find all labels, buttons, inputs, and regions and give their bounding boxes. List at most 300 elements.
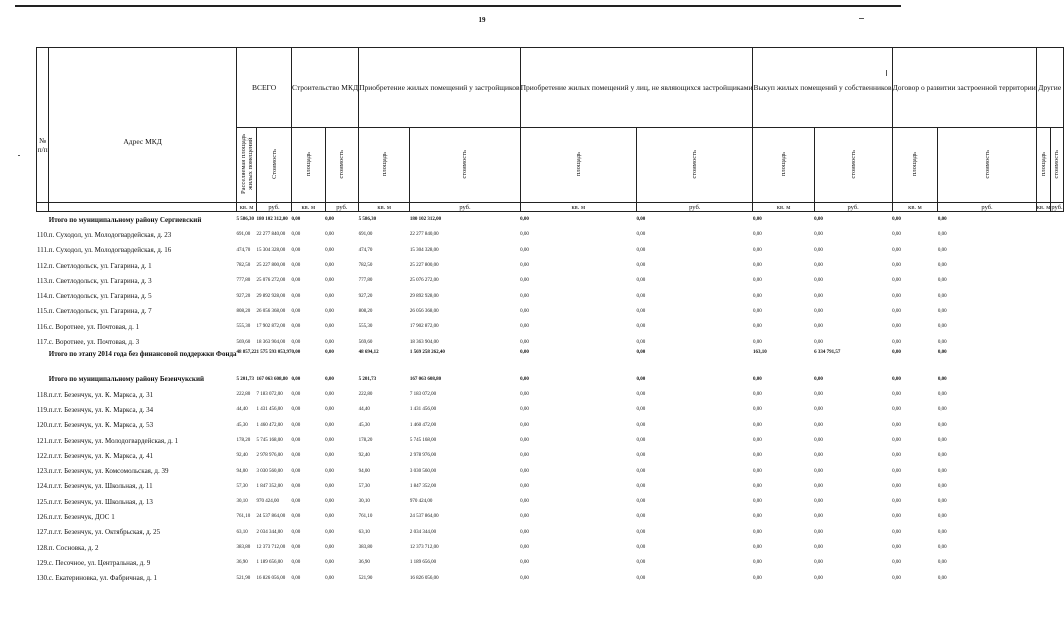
value-cell: 555,30 xyxy=(358,324,373,330)
value-cell: 0,00 xyxy=(325,529,334,535)
value-cell: 0,00 xyxy=(520,514,529,520)
value-cell: 0,00 xyxy=(937,339,947,345)
value-cell: 1 847 352,00 xyxy=(256,483,283,489)
value-cell: 0,00 xyxy=(892,483,901,489)
value-cell: 0,00 xyxy=(325,407,334,413)
value-cell: 0,00 xyxy=(325,278,334,284)
table-row xyxy=(37,304,1064,319)
value-cell-empty xyxy=(1051,273,1063,288)
row-number: 118. xyxy=(36,390,49,399)
value-cell: 2 978 976,00 xyxy=(256,453,283,459)
unit-cell: руб. xyxy=(814,203,892,212)
value-cell-empty xyxy=(1036,334,1051,349)
value-cell: 2 034 344,00 xyxy=(256,529,283,535)
col-header-address: Адрес МКД xyxy=(49,48,237,203)
value-cell: 0,00 xyxy=(636,545,646,551)
col-header-cost: стоимость xyxy=(325,128,359,203)
value-cell-empty xyxy=(1051,334,1063,349)
value-cell: 167 063 608,80 xyxy=(256,376,288,382)
value-cell: 0,00 xyxy=(752,308,762,314)
value-cell: 0,00 xyxy=(937,514,947,520)
col-header-area: площадь xyxy=(1036,128,1051,203)
row-number: 128. xyxy=(36,543,49,552)
row-address: п.г.т. Безенчук, ул. К. Маркса, д. 53 xyxy=(48,421,154,430)
value-cell: 12 373 712,00 xyxy=(409,545,439,551)
value-cell: 22 277 840,00 xyxy=(256,232,286,238)
col-group-buyout: Выкуп жилых помещений у собственников xyxy=(753,48,892,128)
value-cell: 0,00 xyxy=(814,407,823,413)
value-cell: 180 102 312,00 xyxy=(256,217,288,223)
row-number: 116. xyxy=(36,322,49,331)
value-cell: 18 363 904,00 xyxy=(409,339,439,345)
value-cell: 474,70 xyxy=(236,247,251,253)
value-cell: 0,00 xyxy=(520,349,529,355)
value-cell-empty xyxy=(1051,227,1063,242)
row-number xyxy=(37,372,49,387)
value-cell: 0,00 xyxy=(291,339,301,345)
value-cell: 0,00 xyxy=(814,438,823,443)
value-cell: 0,00 xyxy=(937,376,947,382)
value-cell: 1 189 656,00 xyxy=(409,560,437,566)
value-cell: 0,00 xyxy=(520,293,529,299)
value-cell: 5 586,30 xyxy=(236,217,255,223)
value-cell-empty xyxy=(1051,433,1063,448)
value-cell: 0,00 xyxy=(325,392,334,398)
value-cell: 0,00 xyxy=(937,468,947,474)
value-cell: 0,00 xyxy=(636,349,646,355)
value-cell: 0,00 xyxy=(814,293,823,299)
value-cell-empty xyxy=(1036,212,1051,228)
value-cell: 0,00 xyxy=(892,339,901,345)
value-cell: 0,00 xyxy=(325,453,334,459)
value-cell: 0,00 xyxy=(636,575,646,581)
value-cell: 0,00 xyxy=(325,438,334,443)
row-number: 111. xyxy=(37,246,49,255)
value-cell: 1 189 656,00 xyxy=(256,560,283,566)
col-group-other: Другие xyxy=(1036,48,1063,128)
value-cell: 0,00 xyxy=(814,468,823,474)
row-number: 127. xyxy=(36,528,49,537)
value-cell: 0,00 xyxy=(937,453,947,459)
row-number xyxy=(37,350,49,372)
value-cell: 0,00 xyxy=(325,545,334,551)
value-cell: 0,00 xyxy=(636,407,646,413)
value-cell: 48 857,22 xyxy=(236,349,257,355)
value-cell: 92,40 xyxy=(236,453,248,459)
table-row xyxy=(37,571,1064,586)
value-cell: 0,00 xyxy=(325,468,334,474)
value-cell: 0,00 xyxy=(325,575,334,581)
row-address: п.г.т. Безенчук, ул. К. Маркса, д. 41 xyxy=(48,451,154,460)
value-cell: 0,00 xyxy=(520,392,529,398)
value-cell: 36,90 xyxy=(358,560,370,566)
value-cell: 383,80 xyxy=(236,545,251,551)
unit-cell: руб. xyxy=(637,203,753,212)
value-cell: 45,30 xyxy=(358,422,370,428)
value-cell: 0,00 xyxy=(752,468,762,474)
table-row xyxy=(37,525,1064,540)
value-cell-empty xyxy=(1051,387,1063,402)
value-cell: 0,00 xyxy=(520,232,529,238)
value-cell: 0,00 xyxy=(636,339,646,345)
value-cell: 0,00 xyxy=(892,324,901,330)
col-header-cost: стоимость xyxy=(410,128,520,203)
value-cell: 0,00 xyxy=(291,247,301,253)
value-cell-empty xyxy=(1051,258,1063,273)
value-cell: 1 569 258 262,40 xyxy=(409,349,445,355)
value-cell: 0,00 xyxy=(892,575,901,581)
value-cell: 0,00 xyxy=(892,499,901,505)
row-number: 114. xyxy=(36,292,49,301)
value-cell: 0,00 xyxy=(814,324,823,330)
value-cell: 0,00 xyxy=(636,483,646,489)
value-cell: 5 745 168,00 xyxy=(256,438,283,443)
value-cell: 0,00 xyxy=(520,217,529,223)
value-cell: 25 076 272,00 xyxy=(256,278,286,284)
value-cell: 0,00 xyxy=(937,247,947,253)
value-cell: 0,00 xyxy=(937,545,947,551)
value-cell: 0,00 xyxy=(291,468,301,474)
value-cell: 0,00 xyxy=(892,232,901,238)
table-row xyxy=(37,243,1064,258)
value-cell-empty xyxy=(1036,258,1051,273)
value-cell: 12 373 712,00 xyxy=(256,545,286,551)
value-cell: 0,00 xyxy=(291,575,301,581)
value-cell-empty xyxy=(1051,319,1063,334)
unit-cell: кв. м xyxy=(1036,203,1051,211)
table-row xyxy=(37,540,1064,555)
value-cell-empty xyxy=(1036,243,1051,258)
value-cell-empty xyxy=(1036,418,1051,433)
value-cell: 0,00 xyxy=(636,247,646,253)
value-cell: 569,60 xyxy=(236,339,251,345)
value-cell: 0,00 xyxy=(814,422,823,428)
value-cell: 0,00 xyxy=(291,293,301,299)
value-cell: 0,00 xyxy=(520,339,529,345)
value-cell: 36,90 xyxy=(236,560,248,566)
value-cell: 0,00 xyxy=(814,339,823,345)
value-cell: 0,00 xyxy=(892,376,901,382)
value-cell: 0,00 xyxy=(636,422,646,428)
unit-cell: кв. м xyxy=(237,203,257,212)
col-header-cost: стоимость xyxy=(938,128,1036,203)
value-cell: 24 537 864,00 xyxy=(409,514,439,520)
total-row xyxy=(37,350,1064,372)
value-cell: 0,00 xyxy=(752,217,762,223)
value-cell: 0,00 xyxy=(814,560,823,566)
value-cell: 0,00 xyxy=(291,560,301,566)
row-address: Итого по этапу 2014 года без финансовой поддержки Фонда xyxy=(48,349,237,358)
value-cell: 0,00 xyxy=(636,308,646,314)
value-cell: 691,00 xyxy=(358,232,373,238)
unit-cell: кв. м xyxy=(359,203,410,212)
row-address: п. Суходол, ул. Молодогвардейская, д. 16 xyxy=(48,246,172,255)
top-border-line xyxy=(15,5,901,7)
value-cell: 0,00 xyxy=(892,392,901,398)
value-cell: 0,00 xyxy=(636,468,646,474)
value-cell: 0,00 xyxy=(291,483,301,489)
value-cell: 0,00 xyxy=(937,293,947,299)
table-header xyxy=(37,48,1064,212)
value-cell-empty xyxy=(1036,509,1051,524)
table-row xyxy=(37,448,1064,463)
value-cell: 0,00 xyxy=(291,529,301,535)
value-cell: 94,00 xyxy=(236,468,248,474)
table-row xyxy=(37,334,1064,349)
table-body xyxy=(37,212,1064,586)
value-cell-empty xyxy=(1036,402,1051,417)
value-cell: 0,00 xyxy=(892,514,901,520)
value-cell: 0,00 xyxy=(291,392,301,398)
value-cell: 26 056 368,00 xyxy=(409,308,439,314)
value-cell: 6 334 791,57 xyxy=(814,349,841,355)
value-cell-empty xyxy=(1036,227,1051,242)
value-cell: 94,00 xyxy=(358,468,370,474)
row-number: 125. xyxy=(36,497,49,506)
value-cell: 777,80 xyxy=(358,278,373,284)
value-cell: 555,30 xyxy=(236,324,251,330)
value-cell: 5 745 168,00 xyxy=(409,438,437,443)
row-address: п. Светлодольск, ул. Гагарина, д. 7 xyxy=(48,307,152,316)
value-cell: 92,40 xyxy=(358,453,370,459)
value-cell: 0,00 xyxy=(520,575,529,581)
value-cell: 22 277 840,00 xyxy=(409,232,439,238)
value-cell: 0,00 xyxy=(937,392,947,398)
value-cell: 0,00 xyxy=(814,514,823,520)
unit-cell-empty xyxy=(49,203,237,212)
value-cell: 63,10 xyxy=(236,529,248,535)
value-cell: 1 431 456,00 xyxy=(409,407,437,413)
value-cell: 0,00 xyxy=(520,308,529,314)
unit-cell: руб. xyxy=(257,203,292,212)
col-group-total: ВСЕГО xyxy=(237,48,292,128)
value-cell: 30,10 xyxy=(236,499,248,505)
value-cell: 0,00 xyxy=(937,483,947,489)
value-cell: 178,20 xyxy=(236,438,251,443)
col-header-number: № п/п xyxy=(37,48,49,203)
value-cell: 0,00 xyxy=(937,263,947,269)
value-cell: 0,00 xyxy=(325,263,334,269)
value-cell: 761,10 xyxy=(236,514,251,520)
value-cell: 0,00 xyxy=(291,232,301,238)
col-group-purchase-developer: Приобретение жилых помещений у застройщиков xyxy=(359,48,520,128)
row-address: п.г.т. Безенчук, ул. Школьная, д. 13 xyxy=(48,497,153,506)
value-cell-empty xyxy=(1036,319,1051,334)
value-cell: 0,00 xyxy=(752,376,762,382)
value-cell: 0,00 xyxy=(892,278,901,284)
value-cell: 1 460 472,00 xyxy=(256,422,283,428)
value-cell: 0,00 xyxy=(892,560,901,566)
value-cell: 0,00 xyxy=(636,293,646,299)
value-cell: 0,00 xyxy=(325,376,334,382)
value-cell: 0,00 xyxy=(752,293,762,299)
col-header-area: площадь xyxy=(359,128,410,203)
value-cell: 180 102 312,00 xyxy=(409,217,442,223)
col-header-area: площадь xyxy=(520,128,636,203)
col-group-agreement: Договор о развитии застроенной территории xyxy=(892,48,1036,128)
value-cell: 927,20 xyxy=(236,293,251,299)
row-number: 126. xyxy=(36,512,49,521)
col-header-area: площадь xyxy=(753,128,814,203)
value-cell-empty xyxy=(1036,571,1051,586)
value-cell: 0,00 xyxy=(752,529,762,535)
value-cell: 0,00 xyxy=(325,483,334,489)
value-cell: 0,00 xyxy=(892,438,901,443)
value-cell-empty xyxy=(1051,571,1063,586)
table-row xyxy=(37,288,1064,303)
value-cell-empty xyxy=(1036,350,1051,372)
row-number xyxy=(37,212,49,228)
value-cell: 0,00 xyxy=(937,422,947,428)
value-cell: 808,20 xyxy=(358,308,373,314)
table-row xyxy=(37,402,1064,417)
value-cell: 15 304 328,00 xyxy=(256,247,286,253)
value-cell: 0,00 xyxy=(814,483,823,489)
value-cell: 0,00 xyxy=(520,560,529,566)
value-cell: 0,00 xyxy=(937,499,947,505)
value-cell: 0,00 xyxy=(814,499,823,505)
value-cell: 0,00 xyxy=(291,217,301,223)
row-address: п.г.т. Безенчук, ул. К. Маркса, д. 34 xyxy=(48,405,154,414)
value-cell-empty xyxy=(1036,288,1051,303)
value-cell: 0,00 xyxy=(520,376,529,382)
value-cell: 25 227 800,00 xyxy=(256,263,286,269)
col-group-purchase-nondeveloper: Приобретение жилых помещений у лиц, не являющихся застройщиками xyxy=(520,48,753,128)
value-cell: 0,00 xyxy=(291,499,301,505)
value-cell: 25 076 272,00 xyxy=(409,278,439,284)
value-cell-empty xyxy=(1051,304,1063,319)
col-header-resettled-area: Расселяемая площадь жилых помещений xyxy=(237,128,257,203)
value-cell-empty xyxy=(1036,304,1051,319)
table-row xyxy=(37,494,1064,509)
value-cell: 2 034 344,00 xyxy=(409,529,437,535)
value-cell: 970 424,00 xyxy=(256,499,280,505)
value-cell-empty xyxy=(1051,525,1063,540)
col-header-cost: стоимость xyxy=(814,128,892,203)
value-cell-empty xyxy=(1051,509,1063,524)
row-address: с. Воротнее, ул. Почтовая, д. 3 xyxy=(48,338,140,347)
row-address: п. Сосновка, д. 2 xyxy=(48,543,99,552)
value-cell: 0,00 xyxy=(814,232,823,238)
value-cell-empty xyxy=(1051,243,1063,258)
value-cell: 0,00 xyxy=(814,453,823,459)
row-number: 123. xyxy=(36,467,49,476)
value-cell: 383,80 xyxy=(358,545,373,551)
value-cell: 0,00 xyxy=(636,376,646,382)
value-cell: 15 304 328,00 xyxy=(409,247,439,253)
value-cell: 25 227 800,00 xyxy=(409,263,439,269)
value-cell: 24 537 864,00 xyxy=(256,514,286,520)
value-cell: 0,00 xyxy=(291,407,301,413)
value-cell-empty xyxy=(1051,372,1063,387)
value-cell: 0,00 xyxy=(325,349,334,355)
col-header-area: площадь xyxy=(292,128,326,203)
unit-cell: кв. м xyxy=(892,203,938,212)
row-address: Итого по муниципальному району Безенчукский xyxy=(48,375,205,384)
value-cell: 0,00 xyxy=(636,217,646,223)
value-cell: 0,00 xyxy=(291,438,301,443)
value-cell: 0,00 xyxy=(325,499,334,505)
value-cell: 0,00 xyxy=(636,438,646,443)
col-header-cost: Стоимость xyxy=(257,128,292,203)
unit-cell: руб. xyxy=(1051,203,1063,211)
value-cell: 0,00 xyxy=(291,324,301,330)
value-cell-empty xyxy=(1036,555,1051,570)
value-cell: 0,00 xyxy=(752,263,762,269)
value-cell: 0,00 xyxy=(892,422,901,428)
value-cell-empty xyxy=(1051,448,1063,463)
value-cell: 0,00 xyxy=(636,499,646,505)
value-cell: 0,00 xyxy=(752,453,762,459)
value-cell: 0,00 xyxy=(814,278,823,284)
value-cell-empty xyxy=(1036,494,1051,509)
value-cell: 0,00 xyxy=(291,545,301,551)
row-address: Итого по муниципальному району Сергиевский xyxy=(48,215,202,224)
value-cell: 29 892 928,00 xyxy=(409,293,439,299)
value-cell: 1 575 593 053,97 xyxy=(256,349,292,355)
value-cell: 0,00 xyxy=(325,293,334,299)
row-address: с. Екатериновка, ул. Фабричная, д. 1 xyxy=(48,574,158,583)
table-row xyxy=(37,555,1064,570)
value-cell: 0,00 xyxy=(325,560,334,566)
table-row xyxy=(37,227,1064,242)
value-cell: 0,00 xyxy=(752,514,762,520)
value-cell-empty xyxy=(1051,212,1063,228)
value-cell: 0,00 xyxy=(937,529,947,535)
value-cell: 63,10 xyxy=(358,529,370,535)
row-number: 124. xyxy=(36,482,49,491)
value-cell: 3 030 560,00 xyxy=(256,468,283,474)
value-cell: 782,50 xyxy=(358,263,373,269)
table-row xyxy=(37,387,1064,402)
value-cell: 0,00 xyxy=(325,308,334,314)
value-cell: 0,00 xyxy=(814,545,823,551)
value-cell: 0,00 xyxy=(520,468,529,474)
value-cell: 0,00 xyxy=(636,263,646,269)
value-cell: 57,30 xyxy=(358,483,370,489)
value-cell: 30,10 xyxy=(358,499,370,505)
value-cell: 0,00 xyxy=(814,247,823,253)
table-row xyxy=(37,509,1064,524)
total-row xyxy=(37,212,1064,228)
value-cell: 0,00 xyxy=(752,324,762,330)
value-cell: 0,00 xyxy=(937,438,947,443)
value-cell: 0,00 xyxy=(752,278,762,284)
row-address: п.г.т. Безенчук, ул. Школьная, д. 11 xyxy=(48,482,153,491)
value-cell: 0,00 xyxy=(636,324,646,330)
value-cell: 0,00 xyxy=(520,499,529,505)
value-cell: 0,00 xyxy=(892,308,901,314)
value-cell: 0,00 xyxy=(752,392,762,398)
value-cell: 0,00 xyxy=(520,529,529,535)
value-cell: 808,20 xyxy=(236,308,251,314)
scan-mark xyxy=(18,155,20,156)
row-address: с. Воротнее, ул. Почтовая, д. 1 xyxy=(48,322,140,331)
value-cell: 0,00 xyxy=(636,514,646,520)
value-cell-empty xyxy=(1051,350,1063,372)
value-cell: 2 978 976,00 xyxy=(409,453,437,459)
value-cell: 3 030 560,00 xyxy=(409,468,437,474)
row-number: 112. xyxy=(36,261,49,270)
value-cell-empty xyxy=(1051,402,1063,417)
value-cell-empty xyxy=(1051,540,1063,555)
value-cell: 0,00 xyxy=(937,349,947,355)
value-cell: 0,00 xyxy=(636,529,646,535)
value-cell: 777,80 xyxy=(236,278,251,284)
value-cell: 0,00 xyxy=(752,422,762,428)
value-cell: 178,20 xyxy=(358,438,373,443)
value-cell-empty xyxy=(1036,387,1051,402)
